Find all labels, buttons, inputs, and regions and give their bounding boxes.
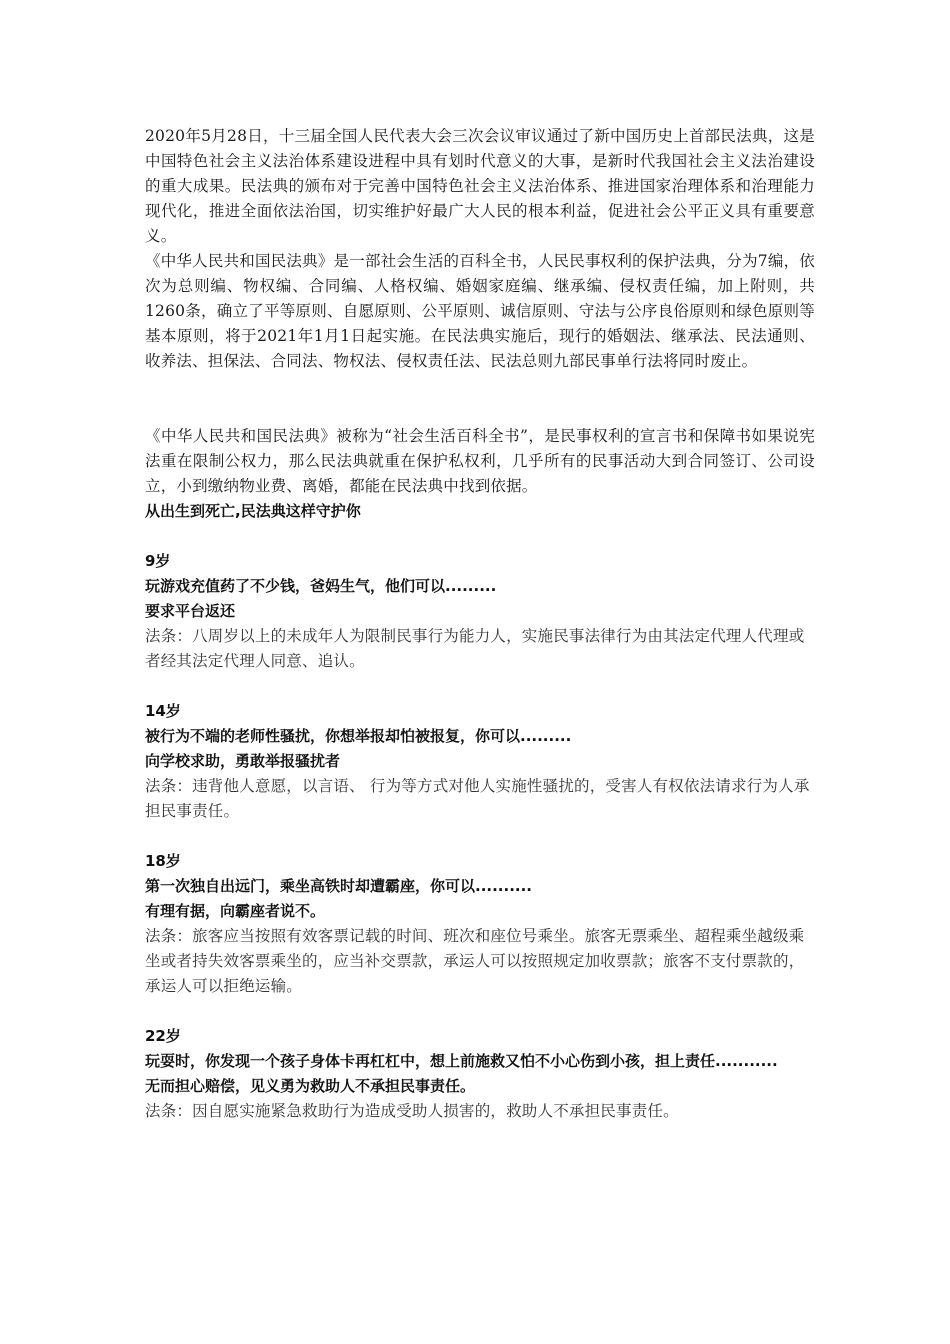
case-scenario: 玩耍时，你发现一个孩子身体卡再杠杠中，想上前施救又怕不小心伤到小孩，担上责任........... <box>145 1052 778 1070</box>
document-body <box>145 124 815 1124</box>
case-law: 法条：违背他人意愿，以言语、 行为等方式对他人实施性骚扰的，受害人有权依法请求行为人承担民事责任。 <box>145 777 810 820</box>
case-scenario: 玩游戏充值药了不少钱，爸妈生气，他们可以......... <box>145 577 497 595</box>
case-block-18 <box>145 849 815 999</box>
case-action: 无而担心赔偿，见义勇为救助人不承担民事责任。 <box>145 1077 476 1095</box>
spacer <box>145 524 815 549</box>
spacer <box>145 999 815 1024</box>
case-block-9 <box>145 549 815 674</box>
intro-paragraph-2: 《中华人民共和国民法典》是一部社会生活的百科全书，人民民事权利的保护法典，分为7编，依次为总则编、物权编、合同编、人格权编、婚姻家庭编、继承编、侵权责任编，加上附则，共1260条，确立了平等原则、自愿原则、公平原则、诚信原则、守法与公序良俗原则和绿色原则等基本原则，将于2021年1月1日起实施。在民法典实施后，现行的婚姻法、继承法、民法通则、收养法、担保法、合同法、物权法、侵权责任法、民法总则九部民事单行法将同时废止。 <box>145 252 815 370</box>
spacer <box>145 674 815 699</box>
intro-paragraph-1: 2020年5月28日，十三届全国人民代表大会三次会议审议通过了新中国历史上首部民法典，这是中国特色社会主义法治体系建设进程中具有划时代意义的大事，是新时代我国社会主义法治建设的重大成果。民法典的颁布对于完善中国特色社会主义法治体系、推进国家治理体系和治理能力现代化，推进全面依法治国，切实维护好最广大人民的根本利益，促进社会公平正义具有重要意义。 <box>145 127 815 245</box>
case-age: 18岁 <box>145 852 181 870</box>
case-action: 向学校求助，勇敢举报骚扰者 <box>145 752 341 770</box>
case-action: 要求平台返还 <box>145 602 236 620</box>
spacer <box>145 374 815 424</box>
case-age: 9岁 <box>145 552 171 570</box>
case-age: 22岁 <box>145 1027 181 1045</box>
case-action: 有理有据，向霸座者说不。 <box>145 902 326 920</box>
case-block-22 <box>145 1024 815 1124</box>
case-law: 法条：八周岁以上的未成年人为限制民事行为能力人，实施民事法律行为由其法定代理人代理或者经其法定代理人同意、追认。 <box>145 627 805 670</box>
case-scenario: 被行为不端的老师性骚扰，你想举报却怕被报复，你可以......... <box>145 727 572 745</box>
case-age: 14岁 <box>145 702 181 720</box>
case-law: 法条：旅客应当按照有效客票记载的时间、班次和座位号乘坐。旅客无票乘坐、超程乘坐越级乘坐或者持失效客票乘坐的，应当补交票款，承运人可以按照规定加收票款；旅客不支付票款的，承运人可以拒绝运输。 <box>145 927 805 995</box>
spacer <box>145 824 815 849</box>
intro-paragraph-3: 《中华人民共和国民法典》被称为“社会生活百科全书”，是民事权利的宣言书和保障书如果说宪法重在限制公权力，那么民法典就重在保护私权利，几乎所有的民事活动大到合同签订、公司设立，小到缴纳物业费、离婚，都能在民法典中找到依据。 <box>145 427 815 495</box>
case-block-14 <box>145 699 815 824</box>
section-heading: 从出生到死亡,民法典这样守护你 <box>145 502 361 520</box>
case-scenario: 第一次独自出远门，乘坐高铁时却遭霸座，你可以.......... <box>145 877 532 895</box>
case-law: 法条：因自愿实施紧急救助行为造成受助人损害的，救助人不承担民事责任。 <box>145 1102 679 1120</box>
